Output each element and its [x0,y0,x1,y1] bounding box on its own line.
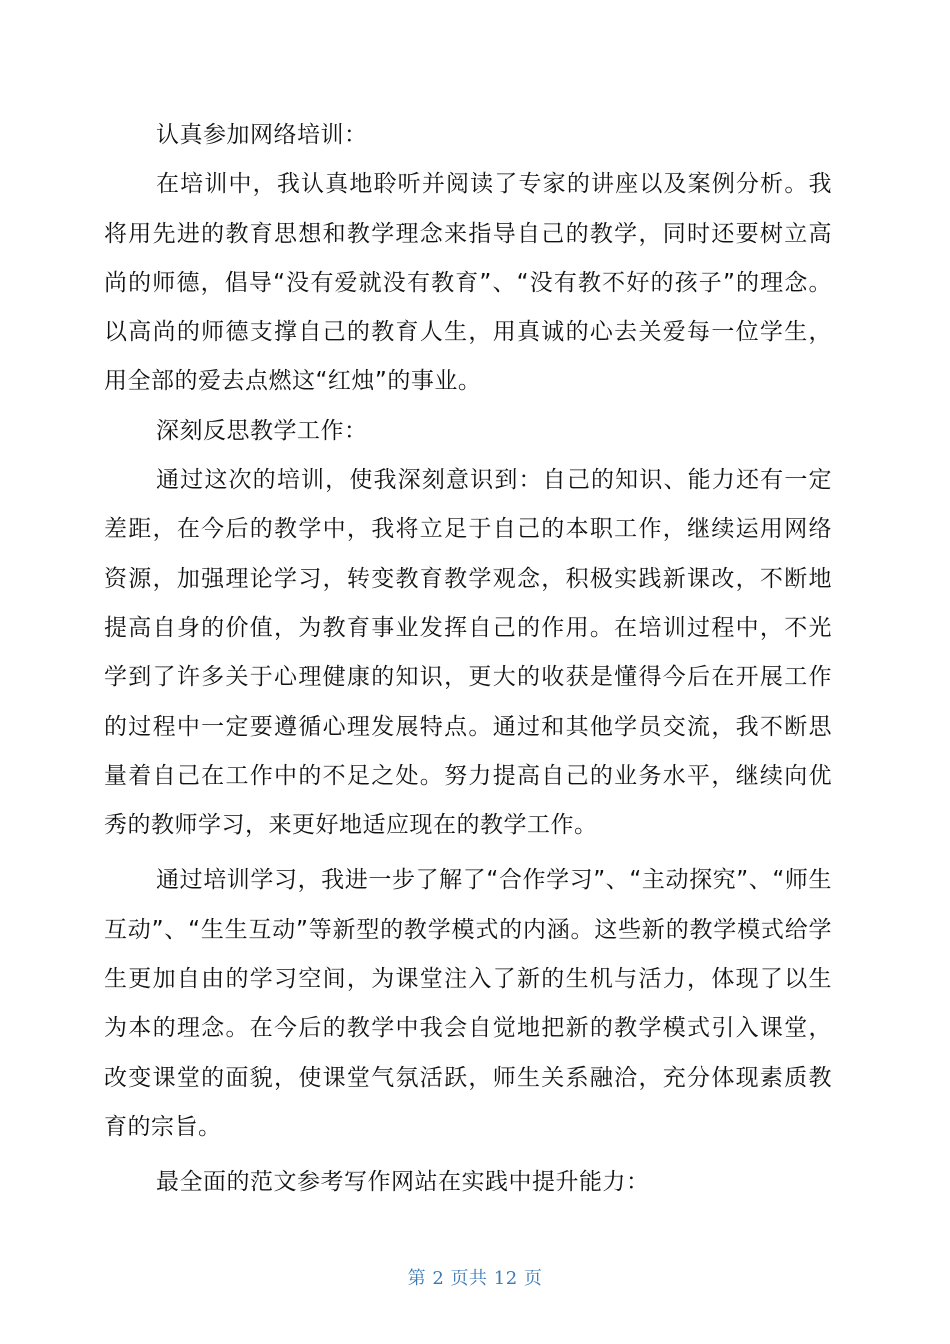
section-heading-practice: 最全面的范文参考写作网站在实践中提升能力： [156,1169,650,1196]
paragraph-training-content: 在培训中，我认真地聆听并阅读了专家的讲座以及案例分析。我将用先进的教育思想和教学理念来指导自己的教学，同时还要树立高尚的师德，倡导“没有爱就没有教育”、“没有教不好的孩子”的理念。以高尚的师德支撑自己的教育人生，用真诚的心去关爱每一位学生，用全部的爱去点燃这“红烛”的事业。 [104,171,832,395]
page-number-footer: 第 2 页共 12 页 [407,1268,543,1289]
document-body [104,111,832,1208]
section-heading-reflection: 深刻反思教学工作： [156,417,368,444]
paragraph-teaching-models: 通过培训学习，我进一步了解了“合作学习”、“主动探究”、“师生互动”、“生生互动”等新型的教学模式的内涵。这些新的教学模式给学生更加自由的学习空间，为课堂注入了新的生机与活力，体现了以生为本的理念。在今后的教学中我会自觉地把新的教学模式引入课堂，改变课堂的面貌，使课堂气氛活跃，师生关系融洽，充分体现素质教育的宗旨。 [104,867,832,1140]
paragraph-reflection-content: 通过这次的培训，使我深刻意识到：自己的知识、能力还有一定差距，在今后的教学中，我将立足于自己的本职工作，继续运用网络资源，加强理论学习，转变教育教学观念，积极实践新课改，不断地提高自身的价值，为教育事业发挥自己的作用。在培训过程中，不光学到了许多关于心理健康的知识，更大的收获是懂得今后在开展工作的过程中一定要遵循心理发展特点。通过和其他学员交流，我不断思量着自己在工作中的不足之处。努力提高自己的业务水平，继续向优秀的教师学习，来更好地适应现在的教学工作。 [104,467,832,839]
section-heading-network-training: 认真参加网络培训： [156,122,368,148]
